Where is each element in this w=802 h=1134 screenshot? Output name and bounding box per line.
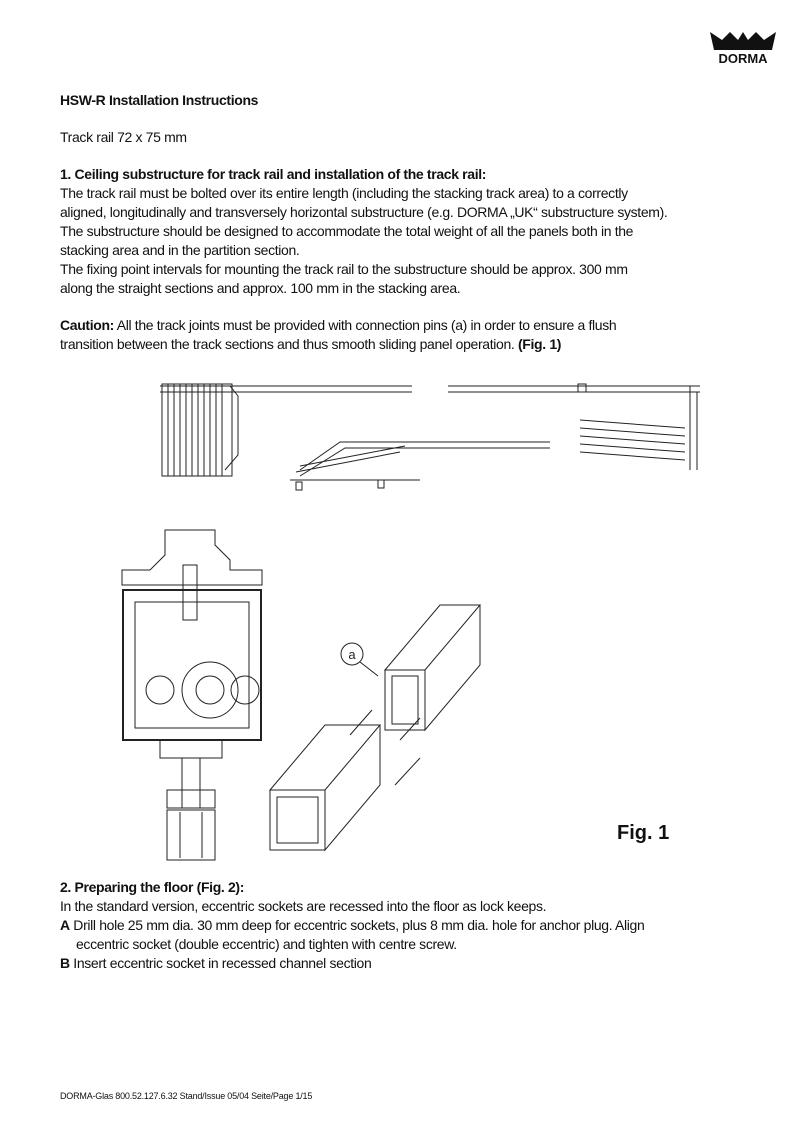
figure-reference: (Fig. 1)	[517, 336, 562, 352]
section1-line: along the straight sections and approx. 100 mm in the stacking area.	[60, 280, 461, 296]
track-plan-view	[160, 384, 700, 490]
section1-line: The substructure should be designed to accommodate the total weight of all the panels both in the	[60, 223, 634, 239]
step-b	[60, 954, 371, 973]
section1-line: stacking area and in the partition section.	[60, 242, 300, 258]
section1-line: The fixing point intervals for mounting the track rail to the substructure should be approx. 300 mm	[60, 261, 628, 277]
section1-line: The track rail must be bolted over its entire length (including the stacking track area) to a correctly	[60, 185, 628, 201]
caution-text: transition between the track sections and thus smooth sliding panel operation.	[60, 336, 518, 352]
subtitle: Track rail 72 x 75 mm	[60, 129, 187, 145]
page-title: HSW-R Installation Instructions	[60, 92, 259, 108]
carriage-cross-section	[122, 530, 262, 860]
step-b-label: B	[60, 955, 70, 971]
step-a-text: Drill hole 25 mm dia. 30 mm deep for eccentric sockets, plus 8 mm dia. hole for anchor plug. Align	[69, 917, 645, 933]
callout-a: a	[348, 647, 356, 662]
section2-heading: 2. Preparing the floor (Fig. 2):	[60, 879, 245, 895]
figure-label: Fig. 1	[617, 822, 670, 844]
logo-text: DORMA	[718, 51, 768, 66]
step-a-continued: eccentric socket (double eccentric) and tighten with centre screw.	[76, 936, 457, 952]
step-b-text: Insert eccentric socket in recessed channel section	[69, 955, 372, 971]
caution-text: All the track joints must be provided with connection pins (a) in order to ensure a flush	[113, 317, 617, 333]
step-a-label: A	[60, 917, 70, 933]
section1-line: aligned, longitudinally and transversely horizontal substructure (e.g. DORMA „UK“ substructure system).	[60, 204, 668, 220]
page-footer: DORMA-Glas 800.52.127.6.32 Stand/Issue 05/04 Seite/Page 1/15	[60, 1091, 313, 1101]
section2-intro: In the standard version, eccentric sockets are recessed into the floor as lock keeps.	[60, 898, 547, 914]
section1-heading: 1. Ceiling substructure for track rail and installation of the track rail:	[60, 166, 487, 182]
step-a	[60, 916, 644, 935]
track-joint-isometric	[270, 605, 480, 850]
caution-label: Caution:	[60, 317, 114, 333]
